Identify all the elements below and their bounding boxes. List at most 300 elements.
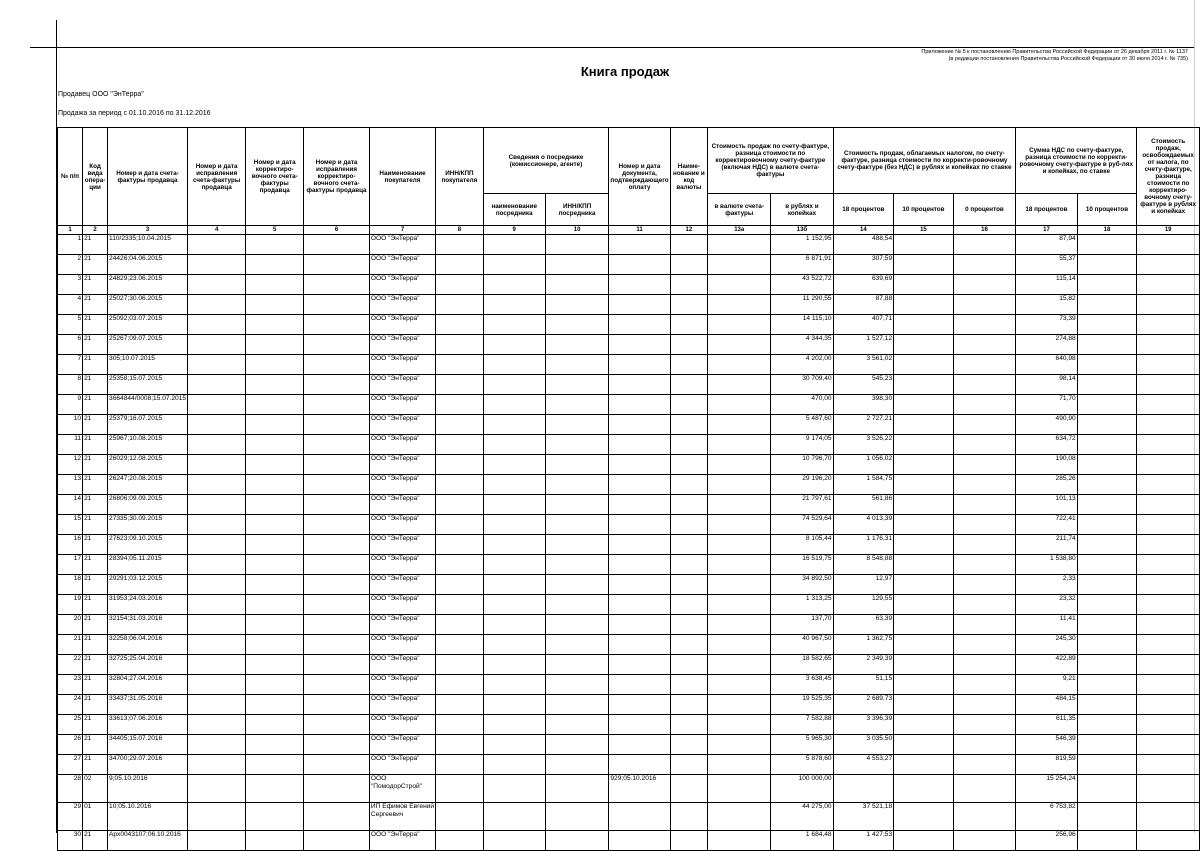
cell-currency [670,355,708,375]
cell-fix-invoice [188,803,246,831]
cell-value-invoice-currency [708,615,771,635]
cell-invoice: 32154;31.03.2016 [108,615,188,635]
cell-payment-document [609,615,670,635]
column-number: 13б [771,226,833,235]
cell-row-number: 5 [58,315,83,335]
cell-operation-code: 02 [83,775,108,803]
cell-operation-code: 21 [83,275,108,295]
table-row [58,455,1200,475]
cell-value-invoice-currency [708,655,771,675]
cell-vat-10 [1077,615,1137,635]
cell-intermediary-inn [545,335,609,355]
cell-invoice: 305;10.07.2015 [108,355,188,375]
cell-operation-code: 21 [83,675,108,695]
cell-taxable-10 [894,831,954,851]
cell-intermediary-inn [545,315,609,335]
cell-fix-correction [304,335,370,355]
cell-intermediary-name [483,695,545,715]
cell-intermediary-inn [545,755,609,775]
cell-taxable-10 [894,555,954,575]
cell-buyer: ИП Ефимов Евгений Сергеевич [369,803,435,831]
cell-row-number: 10 [58,415,83,435]
cell-operation-code: 21 [83,355,108,375]
cell-row-number: 13 [58,475,83,495]
cell-fix-invoice [188,755,246,775]
cell-taxable-18: 4 013,39 [833,515,894,535]
table-row [58,595,1200,615]
col-head-17: 18 процентов [1016,194,1078,226]
cell-vat-18: 98,14 [1016,375,1078,395]
cell-buyer: ООО "ЭнТерра" [369,415,435,435]
cell-taxable-18: 37 521,18 [833,803,894,831]
cell-payment-document [609,595,670,615]
cell-fix-invoice [188,315,246,335]
cell-taxable-0 [953,395,1015,415]
cell-value-rub: 100 000,00 [771,775,833,803]
cell-taxable-18: 1 056,02 [833,455,894,475]
cell-row-number: 27 [58,755,83,775]
cell-exempt [1137,803,1200,831]
cell-buyer: ООО "ЭнТерра" [369,675,435,695]
cell-currency [670,315,708,335]
cell-buyer: ООО "ЭнТерра" [369,695,435,715]
cell-fix-correction [304,455,370,475]
cell-vat-18: 819,59 [1016,755,1078,775]
cell-taxable-0 [953,555,1015,575]
cell-exempt [1137,435,1200,455]
cell-intermediary-name [483,255,545,275]
cell-intermediary-name [483,655,545,675]
cell-value-invoice-currency [708,675,771,695]
cell-value-invoice-currency [708,735,771,755]
cell-vat-10 [1077,495,1137,515]
cell-fix-invoice [188,655,246,675]
cell-taxable-10 [894,695,954,715]
cell-intermediary-name [483,355,545,375]
cell-row-number: 26 [58,735,83,755]
cell-buyer: ООО "ЭнТерра" [369,475,435,495]
cell-vat-18: 1 538,80 [1016,555,1078,575]
cell-row-number: 29 [58,803,83,831]
cell-buyer-inn [436,335,483,355]
cell-taxable-0 [953,235,1015,255]
cell-row-number: 6 [58,335,83,355]
cell-currency [670,255,708,275]
cell-intermediary-inn [545,803,609,831]
cell-value-rub: 30 709,40 [771,375,833,395]
cell-taxable-10 [894,635,954,655]
cell-correction-invoice [246,831,304,851]
col-head-8: ИНН/КПП покупателя [436,128,483,226]
cell-operation-code: 21 [83,695,108,715]
cell-currency [670,495,708,515]
cell-correction-invoice [246,415,304,435]
cell-row-number: 28 [58,775,83,803]
cell-correction-invoice [246,555,304,575]
group-head-taxable: Стоимость продаж, облагаемых налогом, по счету-фактуре, разница стоимости по корректи-ровочному счету-фактуре (без НДС) в рублях и копейках по ставке [833,128,1016,194]
cell-payment-document [609,575,670,595]
cell-vat-18: 634,72 [1016,435,1078,455]
cell-vat-10 [1077,275,1137,295]
cell-taxable-10 [894,675,954,695]
col-head-13a: в валюте счета-фактуры [708,194,771,226]
cell-intermediary-name [483,395,545,415]
cell-vat-10 [1077,235,1137,255]
cell-intermediary-inn [545,235,609,255]
cell-value-rub: 21 797,61 [771,495,833,515]
cell-operation-code: 21 [83,455,108,475]
cell-vat-18: 190,08 [1016,455,1078,475]
cell-intermediary-inn [545,395,609,415]
cell-fix-correction [304,715,370,735]
cell-intermediary-name [483,235,545,255]
cell-invoice: 34700;29.07.2016 [108,755,188,775]
cell-vat-18: 6 753,82 [1016,803,1078,831]
cell-value-invoice-currency [708,755,771,775]
cell-taxable-0 [953,675,1015,695]
cell-row-number: 4 [58,295,83,315]
cell-row-number: 18 [58,575,83,595]
table-row [58,255,1200,275]
cell-fix-correction [304,255,370,275]
cell-exempt [1137,355,1200,375]
cell-value-rub: 44 275,00 [771,803,833,831]
cell-fix-invoice [188,435,246,455]
cell-buyer-inn [436,415,483,435]
cell-operation-code: 21 [83,375,108,395]
cell-currency [670,295,708,315]
page-top-rule [30,47,1195,48]
cell-buyer-inn [436,315,483,335]
cell-taxable-10 [894,375,954,395]
col-head-3: Номер и дата счета-фактуры продавца [108,128,188,226]
col-head-18: 10 процентов [1077,194,1137,226]
cell-row-number: 24 [58,695,83,715]
cell-vat-18: 101,13 [1016,495,1078,515]
table-body [58,235,1200,851]
cell-payment-document [609,235,670,255]
cell-buyer-inn [436,715,483,735]
cell-vat-18: 15,82 [1016,295,1078,315]
cell-intermediary-name [483,831,545,851]
table-row [58,675,1200,695]
seller-line: Продавец ООО "ЭнТерра" [58,91,144,98]
cell-buyer: ООО "ЭнТерра" [369,315,435,335]
cell-fix-correction [304,775,370,803]
cell-currency [670,803,708,831]
cell-correction-invoice [246,255,304,275]
cell-payment-document [609,715,670,735]
cell-operation-code: 21 [83,515,108,535]
cell-taxable-18: 87,88 [833,295,894,315]
cell-value-rub: 5 487,60 [771,415,833,435]
cell-buyer-inn [436,595,483,615]
cell-taxable-10 [894,595,954,615]
cell-invoice: 3664844/0008;15.07.2015 [108,395,188,415]
cell-invoice: 34405;15.07.2016 [108,735,188,755]
table-row [58,375,1200,395]
cell-fix-correction [304,555,370,575]
cell-fix-correction [304,655,370,675]
cell-taxable-18: 545,23 [833,375,894,395]
column-number: 6 [304,226,370,235]
table-row [58,755,1200,775]
cell-intermediary-inn [545,735,609,755]
cell-correction-invoice [246,715,304,735]
cell-buyer: ООО "ЭнТерра" [369,395,435,415]
cell-correction-invoice [246,595,304,615]
cell-vat-18: 274,88 [1016,335,1078,355]
cell-taxable-10 [894,803,954,831]
cell-buyer: ООО "ЭнТерра" [369,555,435,575]
cell-invoice: Арх0043107;06.10.2016 [108,831,188,851]
table-row [58,615,1200,635]
cell-correction-invoice [246,735,304,755]
cell-intermediary-inn [545,375,609,395]
cell-correction-invoice [246,395,304,415]
cell-intermediary-name [483,515,545,535]
cell-buyer: ООО "ЭнТерра" [369,735,435,755]
cell-fix-invoice [188,455,246,475]
cell-invoice: 27335;30.09.2015 [108,515,188,535]
cell-taxable-0 [953,655,1015,675]
cell-intermediary-inn [545,455,609,475]
cell-intermediary-name [483,375,545,395]
cell-taxable-18: 2 689,73 [833,695,894,715]
cell-intermediary-name [483,555,545,575]
cell-currency [670,555,708,575]
cell-exempt [1137,235,1200,255]
table-row [58,775,1200,803]
cell-intermediary-name [483,715,545,735]
page-title: Книга продаж [580,64,670,79]
cell-intermediary-inn [545,675,609,695]
cell-vat-10 [1077,415,1137,435]
cell-value-invoice-currency [708,375,771,395]
cell-intermediary-inn [545,415,609,435]
cell-vat-10 [1077,803,1137,831]
cell-row-number: 7 [58,355,83,375]
cell-vat-10 [1077,595,1137,615]
cell-operation-code: 21 [83,575,108,595]
sales-book-table [57,127,1200,851]
cell-buyer: ООО "ЭнТерра" [369,375,435,395]
cell-exempt [1137,475,1200,495]
cell-taxable-0 [953,775,1015,803]
cell-value-rub: 5 878,60 [771,755,833,775]
cell-row-number: 22 [58,655,83,675]
cell-payment-document [609,435,670,455]
col-head-15: 10 процентов [894,194,954,226]
cell-invoice: 32258;06.04.2016 [108,635,188,655]
legal-note-line-2: (в редакции постановления Правительства Российской Федерации от 30 июля 2014 г. № 735) [948,55,1188,62]
cell-payment-document [609,831,670,851]
cell-intermediary-inn [545,275,609,295]
table-row [58,831,1200,851]
cell-value-invoice-currency [708,275,771,295]
cell-buyer: ООО "ПомодорСтрой" [369,775,435,803]
cell-currency [670,595,708,615]
cell-operation-code: 21 [83,255,108,275]
cell-value-rub: 14 115,10 [771,315,833,335]
cell-row-number: 9 [58,395,83,415]
cell-operation-code: 21 [83,395,108,415]
cell-taxable-0 [953,255,1015,275]
cell-taxable-0 [953,615,1015,635]
cell-operation-code: 21 [83,831,108,851]
cell-currency [670,695,708,715]
cell-taxable-10 [894,315,954,335]
cell-intermediary-name [483,435,545,455]
cell-taxable-10 [894,355,954,375]
cell-fix-correction [304,495,370,515]
cell-operation-code: 01 [83,803,108,831]
cell-taxable-10 [894,455,954,475]
cell-value-rub: 6 871,91 [771,255,833,275]
column-number: 10 [545,226,609,235]
cell-fix-correction [304,831,370,851]
cell-buyer-inn [436,775,483,803]
cell-intermediary-name [483,635,545,655]
cell-correction-invoice [246,475,304,495]
cell-vat-18: 640,98 [1016,355,1078,375]
cell-value-rub: 16 519,75 [771,555,833,575]
cell-correction-invoice [246,575,304,595]
cell-taxable-18: 407,71 [833,315,894,335]
cell-exempt [1137,495,1200,515]
cell-vat-18: 611,35 [1016,715,1078,735]
cell-fix-correction [304,755,370,775]
cell-value-rub: 18 582,65 [771,655,833,675]
cell-correction-invoice [246,695,304,715]
table-row [58,555,1200,575]
cell-vat-10 [1077,295,1137,315]
cell-buyer: ООО "ЭнТерра" [369,655,435,675]
cell-taxable-0 [953,715,1015,735]
cell-exempt [1137,555,1200,575]
group-head-vat: Сумма НДС по счету-фактуре, разница стоимости по корректи-ровочному счету-фактуре в руб-лях и копейках, по ставке [1016,128,1137,194]
period-line: Продажа за период с 01.10.2016 по 31.12.2016 [58,110,211,117]
col-head-16: 0 процентов [953,194,1015,226]
cell-intermediary-inn [545,831,609,851]
cell-exempt [1137,755,1200,775]
table-row [58,435,1200,455]
cell-buyer: ООО "ЭнТерра" [369,755,435,775]
cell-value-invoice-currency [708,535,771,555]
cell-row-number: 30 [58,831,83,851]
cell-intermediary-name [483,755,545,775]
column-number: 19 [1137,226,1200,235]
cell-value-invoice-currency [708,475,771,495]
table-row [58,635,1200,655]
table-row [58,495,1200,515]
cell-operation-code: 21 [83,615,108,635]
column-number: 8 [436,226,483,235]
cell-value-rub: 11 290,55 [771,295,833,315]
cell-taxable-0 [953,335,1015,355]
cell-exempt [1137,515,1200,535]
cell-vat-18: 245,30 [1016,635,1078,655]
cell-operation-code: 21 [83,555,108,575]
cell-fix-correction [304,695,370,715]
cell-buyer-inn [436,635,483,655]
cell-vat-18: 55,37 [1016,255,1078,275]
cell-correction-invoice [246,635,304,655]
cell-value-rub: 9 174,05 [771,435,833,455]
cell-correction-invoice [246,535,304,555]
cell-taxable-18: 51,15 [833,675,894,695]
cell-row-number: 1 [58,235,83,255]
cell-taxable-0 [953,495,1015,515]
cell-taxable-0 [953,275,1015,295]
cell-invoice: 33613;07.06.2016 [108,715,188,735]
cell-payment-document [609,275,670,295]
cell-payment-document [609,735,670,755]
cell-currency [670,335,708,355]
cell-taxable-0 [953,575,1015,595]
cell-taxable-10 [894,615,954,635]
table-row [58,275,1200,295]
cell-intermediary-name [483,675,545,695]
cell-taxable-18: 1 427,53 [833,831,894,851]
cell-fix-invoice [188,395,246,415]
cell-row-number: 20 [58,615,83,635]
cell-payment-document [609,475,670,495]
cell-fix-invoice [188,235,246,255]
cell-currency [670,475,708,495]
cell-vat-10 [1077,315,1137,335]
cell-value-rub: 34 892,50 [771,575,833,595]
cell-vat-10 [1077,675,1137,695]
cell-fix-invoice [188,495,246,515]
cell-buyer-inn [436,475,483,495]
cell-fix-invoice [188,775,246,803]
cell-vat-10 [1077,255,1137,275]
legal-note [921,49,1188,62]
cell-fix-correction [304,275,370,295]
cell-invoice: 28394;05.11.2015 [108,555,188,575]
cell-value-rub: 1 152,95 [771,235,833,255]
table-row [58,355,1200,375]
cell-vat-10 [1077,715,1137,735]
cell-taxable-10 [894,515,954,535]
cell-intermediary-name [483,775,545,803]
cell-operation-code: 21 [83,755,108,775]
cell-operation-code: 21 [83,735,108,755]
cell-exempt [1137,635,1200,655]
col-head-13b: в рублях и копейках [771,194,833,226]
cell-taxable-0 [953,515,1015,535]
cell-row-number: 2 [58,255,83,275]
cell-row-number: 15 [58,515,83,535]
cell-vat-10 [1077,755,1137,775]
cell-buyer-inn [436,375,483,395]
cell-buyer-inn [436,355,483,375]
cell-payment-document [609,255,670,275]
table-row [58,735,1200,755]
cell-correction-invoice [246,615,304,635]
cell-vat-10 [1077,635,1137,655]
cell-intermediary-name [483,335,545,355]
cell-value-rub: 43 522,72 [771,275,833,295]
table-row [58,235,1200,255]
cell-operation-code: 21 [83,435,108,455]
cell-fix-invoice [188,575,246,595]
cell-buyer: ООО "ЭнТерра" [369,575,435,595]
cell-currency [670,535,708,555]
cell-value-invoice-currency [708,355,771,375]
cell-vat-18: 73,39 [1016,315,1078,335]
